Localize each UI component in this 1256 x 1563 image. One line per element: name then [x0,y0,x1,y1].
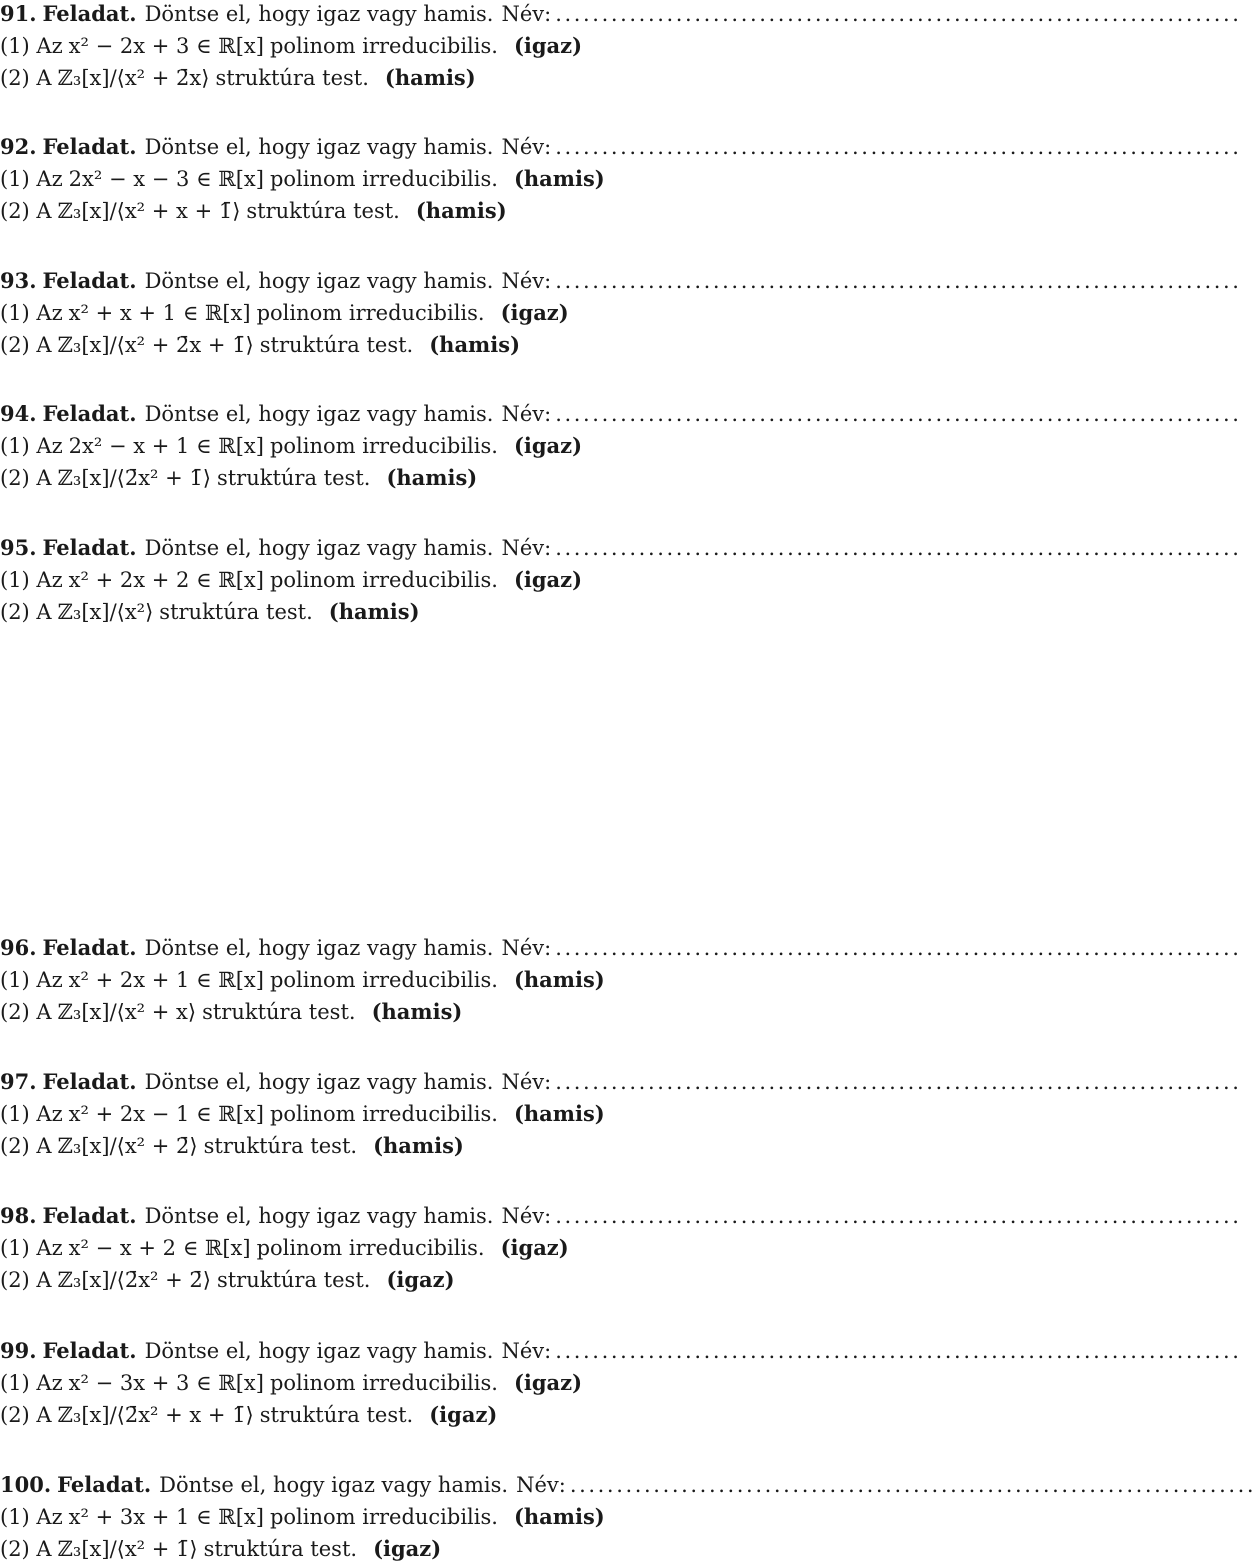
answer-label: (igaz) [386,1267,455,1292]
statement-text: polinom irreducibilis. [269,34,498,58]
answer-label: (igaz) [513,1370,583,1395]
statement-expression: ℤ₃[x]/⟨2̄x² + 2̄⟩ [57,1268,211,1292]
statement-2 [0,331,960,359]
statement-1 [0,432,960,460]
task-99 [0,1337,1242,1429]
answer-label: (igaz) [513,567,583,592]
name-fill-line: .......................................................................... [555,1204,1242,1228]
statement-expression: 2x² − x + 1 ∈ ℝ[x] [68,434,264,458]
task-prompt: Döntse el, hogy igaz vagy hamis. [144,1070,494,1094]
task-header [0,400,1242,428]
statement-expression: ℤ₃[x]/⟨x² + x⟩ [57,1000,197,1024]
statement-expression: ℤ₃[x]/⟨x² + 2̄⟩ [57,1134,198,1158]
task-number: 94. [0,401,37,426]
task-title: Feladat. [42,401,137,426]
task-prompt: Döntse el, hogy igaz vagy hamis. [159,1473,509,1497]
name-label: Név: [501,1339,552,1363]
name-fill-line: .......................................................................... [569,1473,1256,1497]
answer-label: (hamis) [386,465,478,490]
answer-label: (hamis) [429,332,521,357]
answer-label: (hamis) [384,65,476,90]
task-92 [0,133,1242,225]
statement-expression: ℤ₃[x]/⟨2̄x² + 1̄⟩ [57,466,211,490]
statement-expression: 2x² − x − 3 ∈ ℝ[x] [68,167,264,191]
statement-2 [0,1401,960,1429]
answer-label: (hamis) [513,1101,605,1126]
task-header [0,1471,1256,1499]
statement-1 [0,1503,960,1531]
task-title: Feladat. [42,535,137,560]
answer-label: (igaz) [373,1536,442,1561]
task-100 [0,1471,1256,1563]
statement-expression: x² + 2x + 1 ∈ ℝ[x] [68,968,264,992]
task-number: 98. [0,1203,37,1228]
statement-text: struktúra test. [259,333,414,357]
answer-label: (igaz) [513,433,583,458]
statement-text: polinom irreducibilis. [256,301,485,325]
task-number: 100. [0,1472,52,1497]
name-fill-line: .......................................................................... [555,1339,1242,1363]
task-header [0,267,1242,295]
task-prompt: Döntse el, hogy igaz vagy hamis. [144,269,494,293]
task-header [0,934,1242,962]
task-header [0,133,1242,161]
task-header [0,1337,1242,1365]
task-header [0,534,1242,562]
task-title: Feladat. [42,1,137,26]
name-label: Név: [501,135,552,159]
statement-text: polinom irreducibilis. [269,1102,498,1126]
statement-label: (2) A [0,333,52,357]
statement-label: (2) A [0,466,52,490]
statement-expression: x² + x + 1 ∈ ℝ[x] [68,301,251,325]
task-93 [0,267,1242,359]
statement-expression: x² + 3x + 1 ∈ ℝ[x] [68,1505,264,1529]
name-fill-line: .......................................................................... [555,402,1242,426]
task-title: Feladat. [57,1472,152,1497]
answer-label: (igaz) [513,33,583,58]
task-96 [0,934,1242,1026]
task-title: Feladat. [42,134,137,159]
statement-text: polinom irreducibilis. [256,1236,485,1260]
task-number: 95. [0,535,37,560]
statement-label: (2) A [0,1268,52,1292]
statement-label: (1) Az [0,1102,63,1126]
statement-2 [0,998,960,1026]
statement-2 [0,1266,960,1294]
statement-1 [0,32,960,60]
task-98 [0,1202,1242,1294]
statement-1 [0,1234,960,1262]
name-fill-line: .......................................................................... [555,2,1242,26]
task-title: Feladat. [42,935,137,960]
statement-text: struktúra test. [203,1537,358,1561]
task-94 [0,400,1242,492]
statement-label: (1) Az [0,968,63,992]
statement-2 [0,1132,960,1160]
answer-label: (hamis) [373,1133,464,1158]
statement-1 [0,299,960,327]
statement-label: (2) A [0,199,52,223]
task-title: Feladat. [42,1203,137,1228]
task-number: 97. [0,1069,37,1094]
statement-1 [0,1369,960,1397]
statement-expression: x² − 2x + 3 ∈ ℝ[x] [68,34,264,58]
statement-text: polinom irreducibilis. [269,1371,498,1395]
statement-expression: ℤ₃[x]/⟨x²⟩ [57,600,154,624]
statement-label: (1) Az [0,568,63,592]
task-header [0,1202,1242,1230]
statement-expression: ℤ₃[x]/⟨2̄x² + x + 1̄⟩ [57,1403,254,1427]
statement-1 [0,165,960,193]
statement-2 [0,197,960,225]
name-label: Név: [501,402,552,426]
statement-2 [0,464,960,492]
name-fill-line: .......................................................................... [555,936,1242,960]
statement-label: (2) A [0,1403,52,1427]
statement-text: struktúra test. [216,1268,371,1292]
answer-label: (igaz) [500,300,569,325]
name-label: Név: [516,1473,566,1497]
answer-label: (hamis) [513,967,605,992]
statement-label: (2) A [0,66,52,90]
statement-text: polinom irreducibilis. [269,968,498,992]
statement-label: (1) Az [0,34,63,58]
answer-label: (hamis) [371,999,463,1024]
statement-text: struktúra test. [246,199,400,223]
statement-1 [0,966,960,994]
statement-expression: ℤ₃[x]/⟨x² + x + 1̄⟩ [57,199,241,223]
task-prompt: Döntse el, hogy igaz vagy hamis. [144,536,494,560]
statement-expression: ℤ₃[x]/⟨x² + 2̄x⟩ [57,66,210,90]
name-fill-line: .......................................................................... [555,536,1242,560]
statement-2 [0,598,960,626]
statement-label: (1) Az [0,301,63,325]
task-title: Feladat. [42,268,137,293]
statement-expression: x² − x + 2 ∈ ℝ[x] [68,1236,251,1260]
task-prompt: Döntse el, hogy igaz vagy hamis. [144,402,494,426]
task-title: Feladat. [42,1338,137,1363]
name-fill-line: .......................................................................... [555,135,1242,159]
statement-text: struktúra test. [203,1134,358,1158]
answer-label: (hamis) [415,198,507,223]
task-title: Feladat. [42,1069,137,1094]
answer-label: (igaz) [429,1402,498,1427]
statement-label: (2) A [0,1000,52,1024]
task-97 [0,1068,1242,1160]
statement-label: (2) A [0,1134,52,1158]
name-label: Név: [501,936,552,960]
task-number: 92. [0,134,37,159]
statement-label: (1) Az [0,1236,63,1260]
statement-text: struktúra test. [259,1403,414,1427]
name-fill-line: .......................................................................... [555,269,1242,293]
task-prompt: Döntse el, hogy igaz vagy hamis. [144,936,494,960]
answer-label: (hamis) [513,166,605,191]
task-number: 91. [0,1,37,26]
statement-text: polinom irreducibilis. [269,568,498,592]
task-number: 93. [0,268,37,293]
task-number: 96. [0,935,37,960]
task-95 [0,534,1242,626]
statement-label: (2) A [0,600,52,624]
statement-expression: ℤ₃[x]/⟨x² + 2̄x + 1̄⟩ [57,333,254,357]
statement-label: (1) Az [0,167,63,191]
statement-text: struktúra test. [215,66,369,90]
task-prompt: Döntse el, hogy igaz vagy hamis. [144,1204,494,1228]
statement-text: struktúra test. [159,600,313,624]
statement-expression: x² − 3x + 3 ∈ ℝ[x] [68,1371,264,1395]
statement-label: (1) Az [0,434,63,458]
answer-label: (hamis) [328,599,420,624]
task-91 [0,0,1242,92]
statement-2 [0,1535,960,1563]
task-prompt: Döntse el, hogy igaz vagy hamis. [144,1339,494,1363]
statement-label: (1) Az [0,1371,63,1395]
statement-label: (1) Az [0,1505,63,1529]
task-prompt: Döntse el, hogy igaz vagy hamis. [144,135,494,159]
statement-1 [0,566,960,594]
statement-1 [0,1100,960,1128]
name-label: Név: [501,1070,552,1094]
answer-label: (igaz) [500,1235,569,1260]
statement-text: polinom irreducibilis. [269,167,498,191]
statement-text: polinom irreducibilis. [269,1505,498,1529]
task-header [0,1068,1242,1096]
statement-text: struktúra test. [216,466,371,490]
name-label: Név: [501,1204,552,1228]
statement-text: struktúra test. [202,1000,356,1024]
name-label: Név: [501,2,552,26]
task-header [0,0,1242,28]
statement-label: (2) A [0,1537,52,1561]
task-number: 99. [0,1338,37,1363]
statement-expression: x² + 2x + 2 ∈ ℝ[x] [68,568,264,592]
statement-expression: x² + 2x − 1 ∈ ℝ[x] [68,1102,264,1126]
statement-expression: ℤ₃[x]/⟨x² + 1̄⟩ [57,1537,198,1561]
name-fill-line: .......................................................................... [555,1070,1242,1094]
statement-text: polinom irreducibilis. [269,434,498,458]
task-prompt: Döntse el, hogy igaz vagy hamis. [144,2,494,26]
name-label: Név: [501,536,552,560]
name-label: Név: [501,269,552,293]
statement-2 [0,64,960,92]
answer-label: (hamis) [513,1504,605,1529]
